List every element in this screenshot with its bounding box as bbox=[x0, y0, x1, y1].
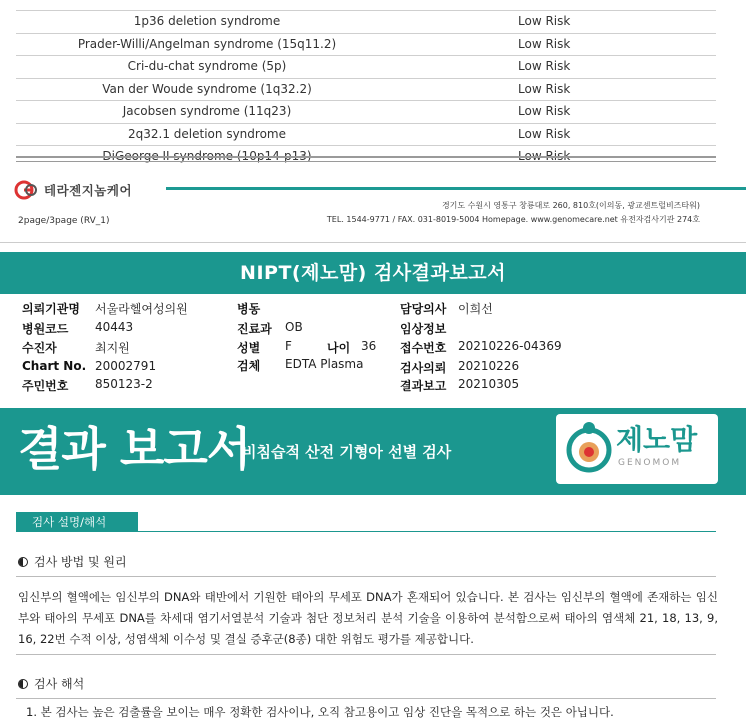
risk-value: Low Risk bbox=[518, 36, 571, 51]
company-logo bbox=[14, 180, 132, 200]
risk-value: Low Risk bbox=[518, 81, 571, 96]
value: 20210226-04369 bbox=[458, 339, 562, 353]
page-divider bbox=[0, 242, 746, 243]
method-paragraph: 임신부의 혈액에는 임신부의 DNA와 태반에서 기원한 태아의 무세포 DNA가 혼재되어 있습니다. 본 검사는 임신부의 혈액에 존재하는 임신부와 태아의 무세포 DNA를 차세대 염기서열분석 기술과 첨단 정보처리 분석 기술을 이용하여 분석함으로써 태아의 염색체 21, 18, 13, 9, 16, 22번 수적 이상, 성염색체 이수성 및 결실 증후군(8종) 대한 위험도 평가를 제공합니다. bbox=[18, 590, 718, 646]
value: 850123-2 bbox=[95, 377, 153, 391]
syndrome-name: Van der Woude syndrome (1q32.2) bbox=[102, 81, 312, 96]
value: 20210305 bbox=[458, 377, 520, 391]
value: 40443 bbox=[95, 320, 134, 334]
value: 20002791 bbox=[95, 359, 157, 373]
value: 최지원 bbox=[95, 341, 130, 355]
method-heading bbox=[18, 553, 127, 570]
divider bbox=[16, 654, 716, 655]
syndrome-name: 1p36 deletion syndrome bbox=[133, 14, 281, 28]
label: 진료과 bbox=[237, 322, 272, 336]
label: 병동 bbox=[237, 302, 261, 316]
divider bbox=[16, 576, 716, 577]
label: 수진자 bbox=[22, 341, 57, 355]
label: 주민번호 bbox=[22, 379, 69, 393]
company-name: 테라젠지놈케어 bbox=[44, 183, 133, 198]
label: 나이 bbox=[327, 341, 351, 355]
label: 검사의뢰 bbox=[400, 361, 447, 375]
label: 결과보고 bbox=[400, 379, 447, 393]
value: 20210226 bbox=[458, 359, 520, 373]
label: 임상정보 bbox=[400, 322, 447, 336]
value: OB bbox=[285, 320, 303, 334]
company-address: 경기도 수원시 영통구 창룡대로 260, 810호(이의동, 광교센트럴비즈타워) bbox=[441, 201, 700, 210]
syndrome-table bbox=[16, 0, 716, 168]
value: F bbox=[285, 339, 292, 353]
label: Chart No. bbox=[22, 359, 87, 373]
table-row bbox=[16, 101, 716, 124]
result-subtitle: 비침습적 산전 기형아 선별 검사 bbox=[242, 443, 452, 461]
section-divider bbox=[16, 531, 716, 532]
table-row bbox=[16, 11, 716, 34]
company-logo-icon bbox=[14, 180, 40, 200]
section-label: 검사 설명/해석 bbox=[16, 512, 138, 532]
label: 병원코드 bbox=[22, 322, 69, 336]
value: 서울라헬여성의원 bbox=[95, 302, 188, 316]
syndrome-name: 2q32.1 deletion syndrome bbox=[128, 126, 286, 141]
label: 접수번호 bbox=[400, 341, 447, 355]
risk-value: Low Risk bbox=[518, 126, 571, 141]
label: 담당의사 bbox=[400, 302, 447, 316]
result-title: 결과 보고서 bbox=[18, 422, 251, 476]
risk-value: Low Risk bbox=[518, 149, 571, 163]
label: 의뢰기관명 bbox=[22, 302, 80, 316]
table-bottom-border bbox=[16, 156, 716, 162]
half-circle-icon bbox=[18, 557, 28, 567]
syndrome-name: DiGeorge II syndrome (10p14-p13) bbox=[102, 149, 312, 163]
value: EDTA Plasma bbox=[285, 357, 364, 371]
genomom-logo-icon bbox=[566, 420, 612, 478]
method-heading-text: 검사 방법 및 원리 bbox=[34, 555, 127, 569]
label: 성별 bbox=[237, 341, 261, 355]
value: 이희선 bbox=[458, 302, 493, 316]
footer-accent-bar bbox=[166, 187, 746, 190]
risk-value: Low Risk bbox=[518, 14, 571, 28]
label: 검체 bbox=[237, 359, 261, 373]
company-contact: TEL. 1544-9771 / FAX. 031-8019-5004 Homepage. www.genomecare.net 유전자검사기관 274호 bbox=[326, 215, 700, 224]
syndrome-name: Jacobsen syndrome (11q23) bbox=[122, 104, 292, 118]
interpretation-heading-text: 검사 해석 bbox=[34, 677, 85, 691]
value: 36 bbox=[361, 339, 377, 353]
divider bbox=[16, 698, 716, 699]
interpretation-heading bbox=[18, 675, 84, 692]
table-row bbox=[16, 56, 716, 79]
brand-subname: GENOMOM bbox=[618, 458, 682, 468]
report-title: NIPT(제노맘) 검사결과보고서 bbox=[0, 252, 746, 294]
page-number: 2page/3page (RV_1) bbox=[18, 216, 110, 226]
brand-name: 제노맘 bbox=[616, 423, 698, 456]
table-row bbox=[16, 0, 716, 11]
risk-value: Low Risk bbox=[518, 59, 571, 73]
table-row bbox=[16, 79, 716, 102]
syndrome-name: Cri-du-chat syndrome (5p) bbox=[127, 59, 287, 73]
table-row bbox=[16, 124, 716, 147]
half-circle-icon bbox=[18, 679, 28, 689]
interpretation-item: 1. 본 검사는 높은 검출률을 보이는 매우 정확한 검사이나, 오직 참고용이고 임상 진단을 목적으로 하는 것은 아닙니다. bbox=[26, 705, 614, 719]
syndrome-name: Prader-Willi/Angelman syndrome (15q11.2) bbox=[77, 36, 337, 51]
risk-value: Low Risk bbox=[518, 104, 571, 118]
table-row bbox=[16, 34, 716, 57]
